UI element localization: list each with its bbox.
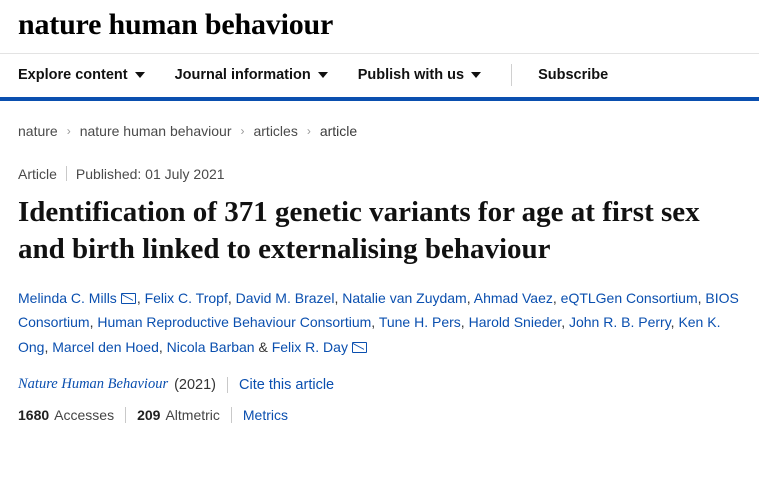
breadcrumb-item-nature[interactable]: nature <box>18 122 58 139</box>
author-name[interactable]: Human Reproductive Behaviour Consortium <box>97 314 372 331</box>
nav-item-publish-with-us[interactable] <box>358 67 481 83</box>
author-separator: , <box>89 314 98 331</box>
metrics-divider <box>125 407 126 423</box>
accesses-count: 1680 <box>18 407 50 424</box>
citation-year: (2021) <box>174 376 217 393</box>
author-name[interactable]: Marcel den Hoed <box>52 338 159 355</box>
author-name[interactable]: Felix R. Day <box>271 338 348 355</box>
nav-label: Publish with us <box>357 67 465 83</box>
nav-label: Subscribe <box>538 67 609 83</box>
breadcrumb-item-journal[interactable]: nature human behaviour <box>79 122 232 139</box>
altmetric-label: Altmetric <box>165 407 220 424</box>
envelope-icon[interactable] <box>121 293 136 304</box>
author-conjunction: & <box>254 338 272 355</box>
breadcrumb-separator-icon: › <box>240 123 245 138</box>
author-separator: , <box>44 338 53 355</box>
nav-item-explore-content[interactable] <box>18 67 145 83</box>
envelope-icon[interactable] <box>352 342 367 353</box>
author-separator: , <box>227 289 236 306</box>
author-separator: , <box>158 338 167 355</box>
citation-divider <box>227 377 228 393</box>
author-name[interactable]: Natalie van Zuydam <box>342 289 467 306</box>
nav-label: Journal information <box>174 67 311 83</box>
author-name[interactable]: eQTLGen Consortium <box>560 289 698 306</box>
nav-item-subscribe[interactable] <box>538 67 608 83</box>
author-name[interactable]: Harold Snieder <box>468 314 562 331</box>
author-separator: , <box>334 289 343 306</box>
author-name[interactable]: Ahmad Vaez <box>473 289 553 306</box>
breadcrumb <box>0 101 759 139</box>
chevron-down-icon <box>135 72 145 78</box>
cite-this-article-link[interactable]: Cite this article <box>239 376 335 393</box>
article-published-date: Published: 01 July 2021 <box>75 165 225 182</box>
main-navigation <box>0 54 759 101</box>
author-separator: , <box>561 314 569 331</box>
author-separator: , <box>670 314 679 331</box>
author-name[interactable]: John R. B. Perry <box>568 314 671 331</box>
masthead <box>0 0 759 54</box>
metrics-divider <box>231 407 232 423</box>
breadcrumb-separator-icon: › <box>66 123 71 138</box>
chevron-down-icon <box>318 72 328 78</box>
author-name[interactable]: David M. Brazel <box>235 289 335 306</box>
altmetric-count: 209 <box>137 407 161 424</box>
journal-title[interactable]: nature human behaviour <box>18 8 334 41</box>
accesses-label: Accesses <box>54 407 115 424</box>
author-separator: , <box>552 289 561 306</box>
author-name[interactable]: Felix C. Tropf <box>144 289 228 306</box>
citation-line <box>0 359 759 393</box>
author-separator: , <box>466 289 474 306</box>
author-name[interactable]: Nicola Barban <box>166 338 255 355</box>
author-separator: , <box>460 314 469 331</box>
nav-item-journal-information[interactable] <box>175 67 328 83</box>
author-name[interactable]: Tune H. Pers <box>378 314 461 331</box>
breadcrumb-item-article: article <box>319 122 358 139</box>
nav-label: Explore content <box>18 67 128 83</box>
article-meta <box>0 139 759 182</box>
breadcrumb-separator-icon: › <box>306 123 311 138</box>
author-list <box>0 268 759 360</box>
author-name[interactable]: BIOS Consortium <box>18 289 739 331</box>
author-name[interactable]: Ken K. Ong <box>18 314 721 355</box>
citation-journal-name[interactable]: Nature Human Behaviour <box>18 376 169 393</box>
author-separator: , <box>697 289 706 306</box>
metrics-bar <box>0 393 759 423</box>
nav-divider <box>511 64 512 86</box>
article-type: Article <box>18 165 57 182</box>
chevron-down-icon <box>471 72 481 78</box>
author-separator: , <box>371 314 379 331</box>
page-title: Identification of 371 genetic variants for age at first sex and birth linked to externalising behaviour <box>18 195 700 265</box>
breadcrumb-item-articles[interactable]: articles <box>253 122 298 139</box>
author-separator: , <box>136 289 145 306</box>
author-name[interactable]: Melinda C. Mills <box>18 289 117 306</box>
meta-divider <box>66 166 67 181</box>
metrics-link[interactable]: Metrics <box>242 407 289 424</box>
